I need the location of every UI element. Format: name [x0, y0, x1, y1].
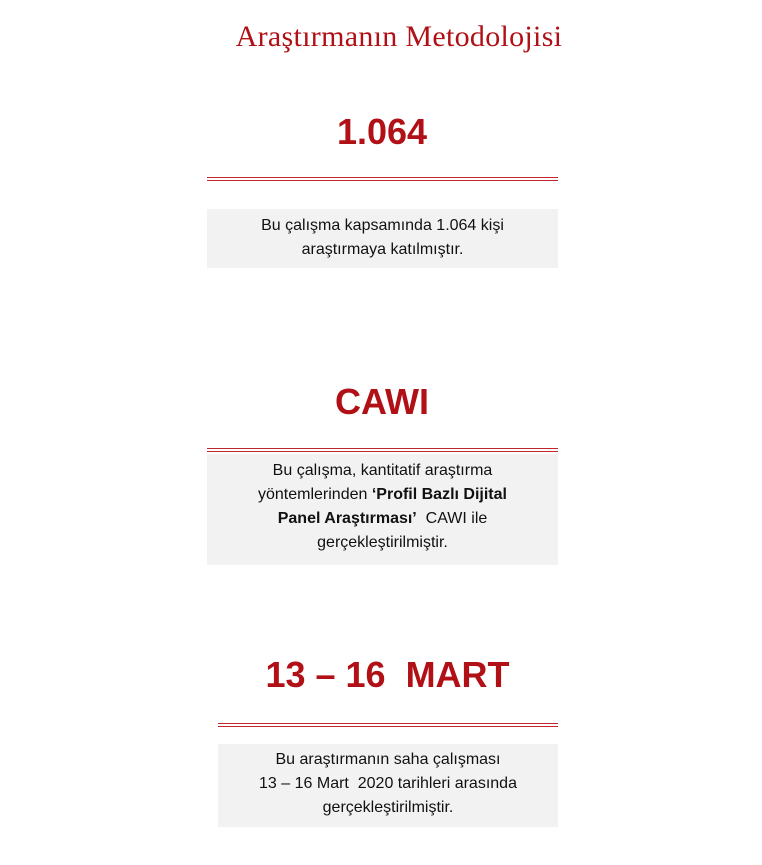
method-name-bold: Panel Araştırması’	[277, 510, 417, 527]
method-info-line: yöntemlerinden ‘Profil Bazlı Dijital	[258, 486, 507, 503]
method-info-line: Bu çalışma, kantitatif araştırma	[272, 462, 493, 479]
page-title: Araştırmanın Metodolojisi	[235, 20, 563, 53]
fieldwork-info-line: gerçekleştirilmiştir.	[322, 799, 454, 816]
method-info-line: gerçekleştirilmiştir.	[317, 534, 448, 551]
section-divider	[218, 723, 558, 727]
fieldwork-info-line: 13 – 16 Mart 2020 tarihleri arasında	[259, 775, 517, 792]
section-divider	[207, 177, 558, 181]
participant-info-box	[207, 209, 558, 268]
method-headline: CAWI	[335, 381, 429, 422]
participant-count-headline: 1.064	[336, 111, 428, 152]
fieldwork-info-box	[218, 744, 558, 827]
participant-info-line: araştırmaya katılmıştır.	[301, 241, 464, 258]
section-divider	[207, 448, 558, 452]
participant-info-line: Bu çalışma kapsamında 1.064 kişi	[261, 217, 504, 234]
method-info-box	[207, 454, 558, 565]
method-info-line: Panel Araştırması’ CAWI ile	[277, 510, 488, 527]
method-name-bold: ‘Profil Bazlı Dijital	[371, 486, 507, 503]
fieldwork-date-headline: 13 – 16 MART	[265, 654, 510, 695]
fieldwork-info-line: Bu araştırmanın saha çalışması	[275, 751, 501, 768]
